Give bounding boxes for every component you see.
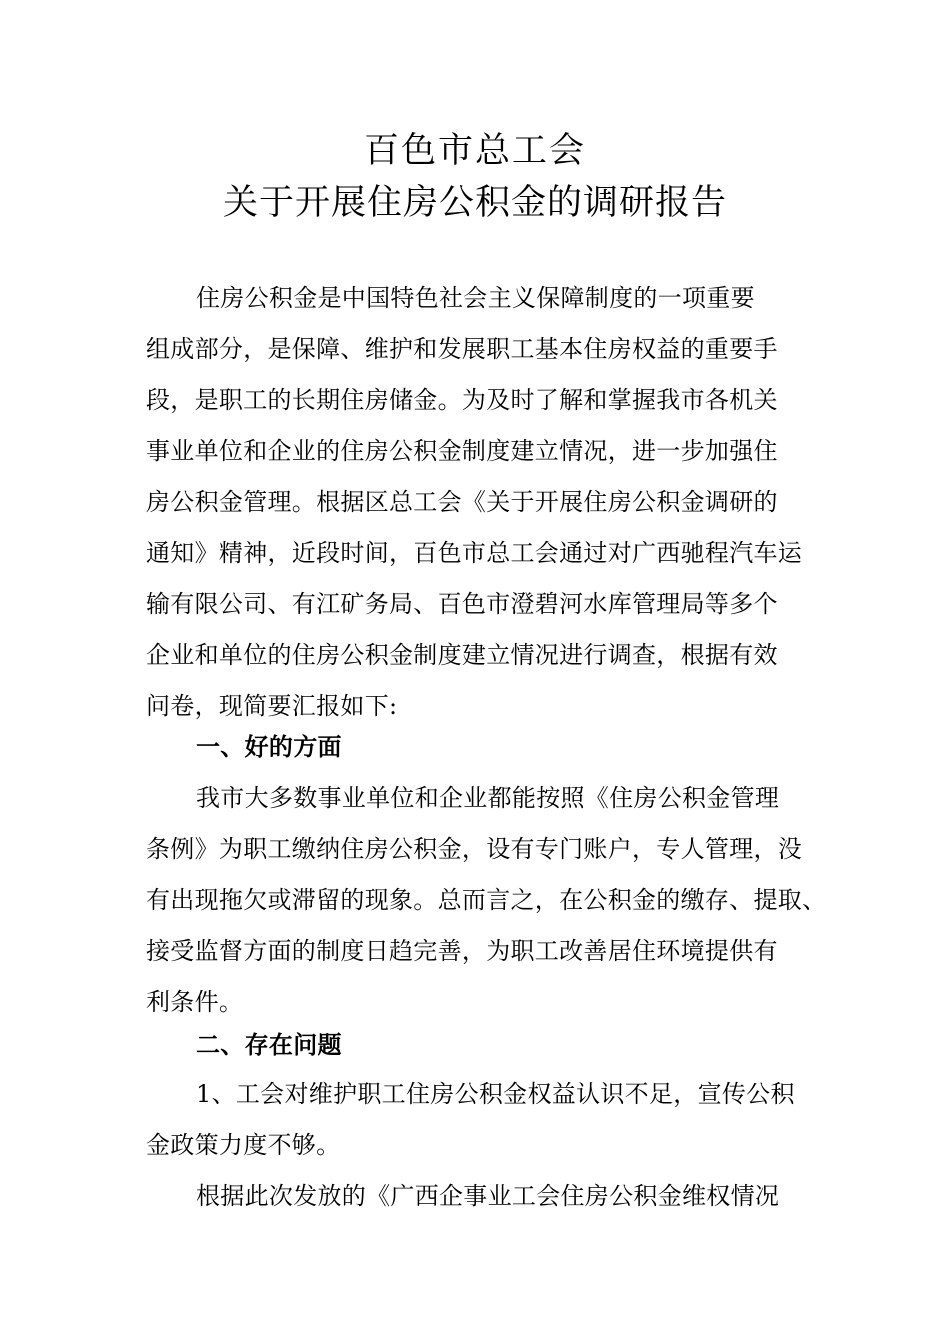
paragraph-line: 问卷，现简要汇报如下: — [146, 692, 398, 720]
paragraph-line: 1、工会对维护职工住房公积金权益认识不足，宣传公积 — [196, 1080, 795, 1108]
document-title-line-2: 关于开展住房公积金的调研报告 — [222, 183, 727, 223]
paragraph-line: 有出现拖欠或滞留的现象。总而言之，在公积金的缴存、提取、 — [146, 886, 827, 914]
paragraph-line: 条例》为职工缴纳住房公积金，设有专门账户，专人管理，没 — [146, 835, 803, 863]
paragraph-line: 企业和单位的住房公积金制度建立情况进行调查，根据有效 — [146, 641, 778, 669]
document-title-line-1: 百色市总工会 — [363, 131, 586, 171]
paragraph-line: 输有限公司、有江矿务局、百色市澄碧河水库管理局等多个 — [146, 590, 778, 618]
paragraph-line: 根据此次发放的《广西企事业工会住房公积金维权情况 — [196, 1182, 780, 1210]
paragraph-line: 房公积金管理。根据区总工会《关于开展住房公积金调研的 — [146, 488, 778, 516]
paragraph-line: 金政策力度不够。 — [146, 1131, 341, 1159]
paragraph-line: 组成部分，是保障、维护和发展职工基本住房权益的重要手 — [146, 335, 778, 363]
paragraph-line: 我市大多数事业单位和企业都能按照《住房公积金管理 — [196, 784, 780, 812]
section-heading-problems: 二、存在问题 — [196, 1031, 342, 1059]
paragraph-line: 住房公积金是中国特色社会主义保障制度的一项重要 — [196, 284, 755, 312]
paragraph-line: 接受监督方面的制度日趋完善，为职工改善居住环境提供有 — [146, 937, 778, 965]
paragraph-line: 事业单位和企业的住房公积金制度建立情况，进一步加强住 — [146, 437, 778, 465]
paragraph-line: 利条件。 — [146, 988, 244, 1016]
section-heading-good-aspects: 一、好的方面 — [196, 733, 342, 761]
paragraph-line: 段，是职工的长期住房储金。为及时了解和掌握我市各机关 — [146, 386, 778, 414]
paragraph-line: 通知》精神，近段时间，百色市总工会通过对广西驰程汽车运 — [146, 539, 803, 567]
